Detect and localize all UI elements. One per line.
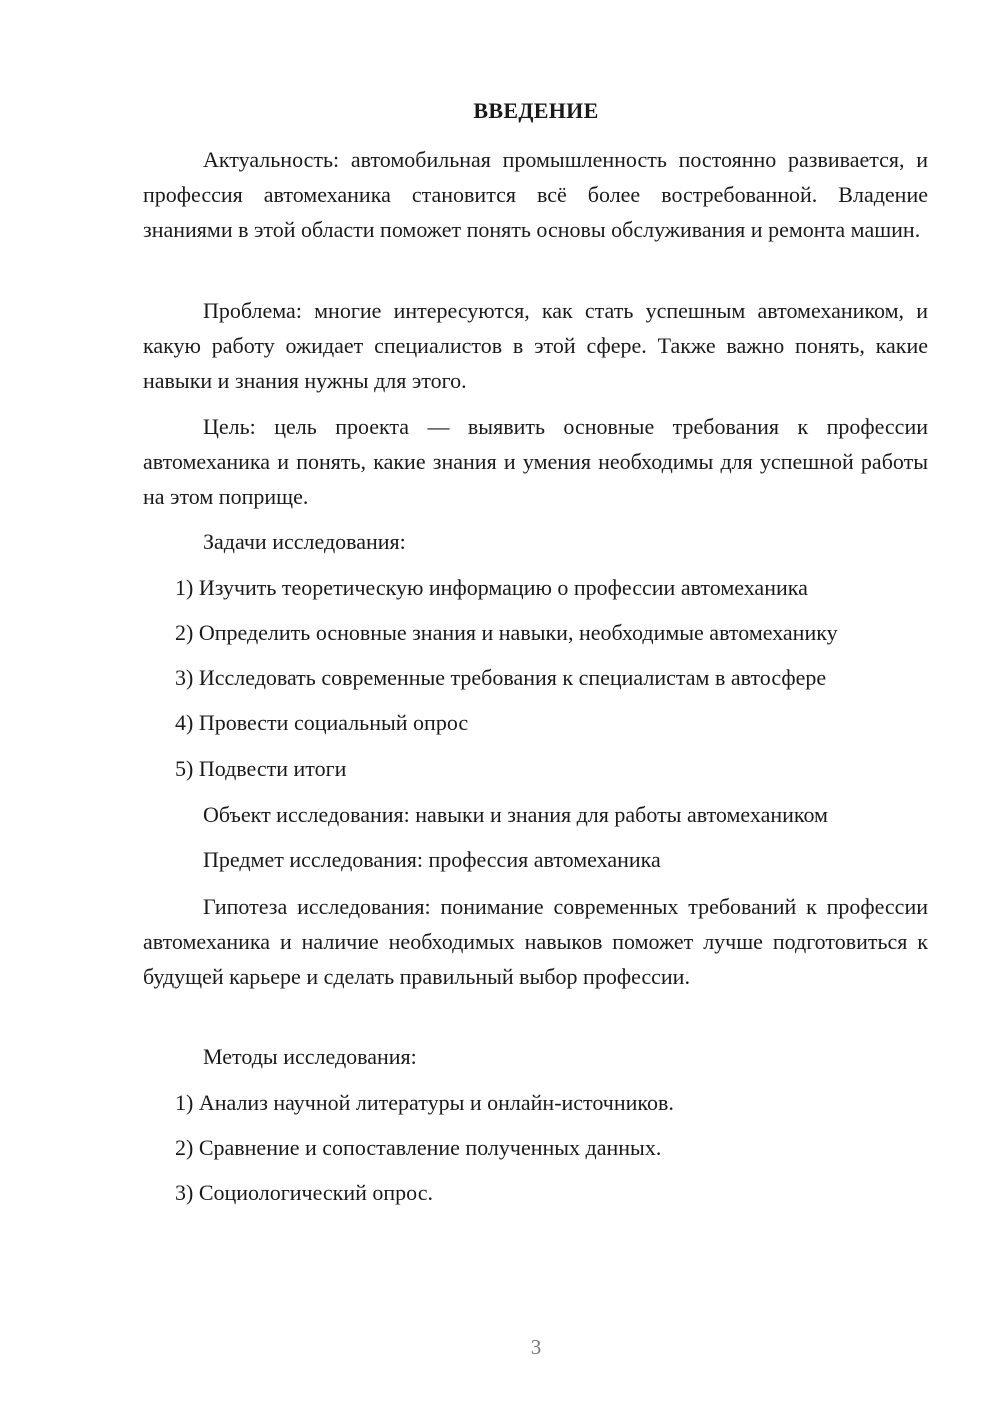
relevance-paragraph: Актуальность: автомобильная промышленность постоянно развивается, и профессия автомеханика становится всё более востребованной. Владение знаниями в этой области поможет понять основы обслуживания и ремонта машин.	[143, 147, 928, 242]
methods-heading: Методы исследования:	[203, 1044, 417, 1069]
research-subject: Предмет исследования: профессия автомеханика	[203, 847, 661, 872]
method-item: 1) Анализ научной литературы и онлайн-источников.	[175, 1090, 674, 1115]
hypothesis-paragraph: Гипотеза исследования: понимание современных требований к профессии автомеханика и наличие необходимых навыков поможет лучше подготовиться к будущей карьере и сделать правильный выбор профессии.	[143, 894, 928, 989]
method-item: 2) Сравнение и сопоставление полученных данных.	[175, 1135, 662, 1160]
method-item: 3) Социологический опрос.	[175, 1180, 433, 1205]
task-item: 4) Провести социальный опрос	[175, 710, 469, 735]
goal-paragraph: Цель: цель проекта — выявить основные требования к профессии автомеханика и понять, какие знания и умения необходимы для успешной работы на этом поприще.	[143, 414, 928, 509]
page-number: 3	[530, 1335, 542, 1359]
task-item: 1) Изучить теоретическую информацию о профессии автомеханика	[175, 575, 808, 600]
problem-paragraph: Проблема: многие интересуются, как стать успешным автомехаником, и какую работу ожидает специалистов в этой сфере. Также важно понять, какие навыки и знания нужны для этого.	[143, 298, 928, 393]
task-item: 2) Определить основные знания и навыки, необходимые автомеханику	[175, 620, 838, 645]
page-title: ВВЕДЕНИЕ	[473, 98, 599, 123]
research-object: Объект исследования: навыки и знания для работы автомехаником	[203, 802, 828, 827]
tasks-heading: Задачи исследования:	[203, 529, 406, 554]
task-item: 3) Исследовать современные требования к специалистам в автосфере	[175, 665, 827, 690]
task-item: 5) Подвести итоги	[175, 756, 347, 781]
